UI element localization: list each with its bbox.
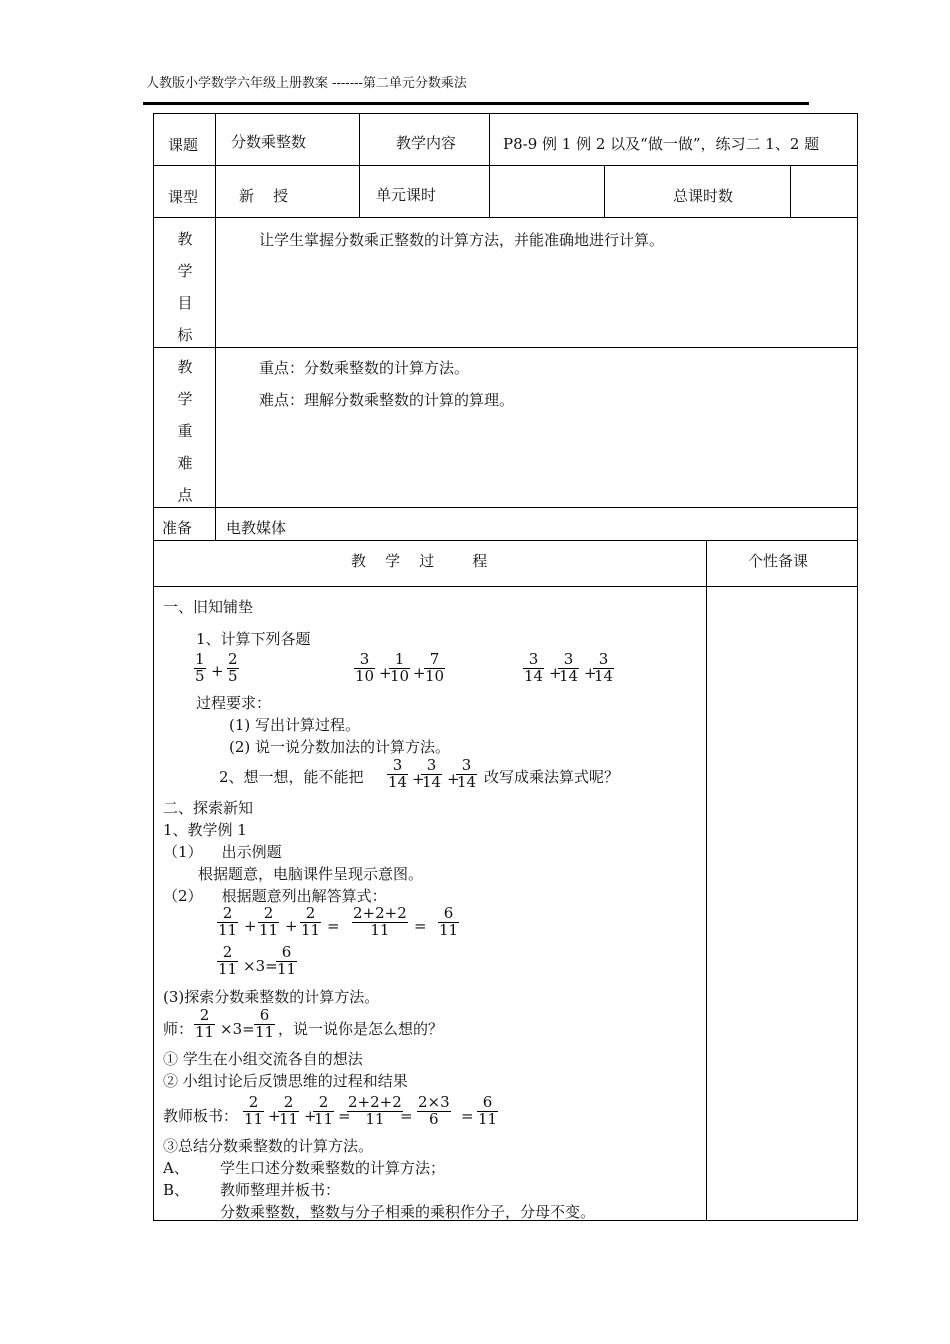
fraction-numerator: 3 <box>461 756 472 774</box>
grid-line <box>153 217 858 218</box>
fraction <box>243 1095 264 1128</box>
fraction <box>217 945 238 978</box>
fraction <box>424 652 445 685</box>
section2-title: 二、探索新知 <box>163 799 254 817</box>
fraction-denominator: 11 <box>244 1109 264 1128</box>
header-rule <box>143 102 809 105</box>
fraction-numerator: 7 <box>429 650 440 668</box>
fraction <box>558 652 579 685</box>
fraction-denominator: 11 <box>279 1109 299 1128</box>
fraction-numerator: 3 <box>563 650 574 668</box>
fraction-numerator: 2+2+2 <box>348 1093 402 1111</box>
fraction-denominator: 6 <box>417 1111 451 1128</box>
topic-value: 分数乘整数 <box>231 133 307 151</box>
item-a-text: 学生口述分数乘整数的计算方法； <box>220 1159 446 1177</box>
fraction-numerator: 2 <box>283 1093 294 1111</box>
equals-sign: = <box>338 1107 351 1125</box>
fraction-denominator: 11 <box>195 1022 215 1041</box>
fraction-denominator: 11 <box>478 1109 498 1128</box>
fraction <box>387 758 408 791</box>
plus-sign: + <box>379 664 392 682</box>
exercise-2-suffix: 改写成乘法算式呢？ <box>484 768 620 786</box>
fraction-numerator: 2 <box>199 1006 210 1024</box>
fraction-numerator: 3 <box>426 756 437 774</box>
focus-label-char: 难 <box>177 454 193 472</box>
fraction-denominator: 11 <box>352 922 408 939</box>
rule-text: 分数乘整数，整数与分子相乘的乘积作分子，分母不变。 <box>220 1203 596 1221</box>
fraction <box>227 652 239 685</box>
equals-sign: = <box>461 1107 474 1125</box>
grid-line <box>153 165 858 166</box>
fraction-denominator: 11 <box>277 959 297 978</box>
plus-sign: + <box>211 662 224 680</box>
prep-value: 电教媒体 <box>226 519 287 537</box>
fraction-denominator: 5 <box>195 666 205 685</box>
fraction-denominator: 11 <box>439 920 459 939</box>
fraction-numerator: 1 <box>195 650 205 668</box>
item-b-text: 教师整理并板书： <box>220 1181 341 1199</box>
fraction-denominator: 10 <box>425 666 445 685</box>
fraction-denominator: 10 <box>390 666 410 685</box>
fraction-denominator: 11 <box>218 959 238 978</box>
fraction-denominator: 11 <box>301 920 321 939</box>
fraction-numerator: 2 <box>263 904 274 922</box>
item-a-label: A、 <box>163 1159 189 1177</box>
fraction-denominator: 11 <box>259 920 279 939</box>
focus-label <box>170 351 200 511</box>
teacher-prefix: 师： <box>163 1020 194 1038</box>
fraction-numerator: 3 <box>359 650 370 668</box>
example-1-title: 1、教学例 1 <box>163 821 247 839</box>
fraction <box>354 652 375 685</box>
step-1-desc: 根据题意，电脑课件呈现示意图。 <box>198 865 424 883</box>
goal-text: 让学生掌握分数乘正整数的计算方法，并能准确地进行计算。 <box>259 231 665 249</box>
total-hours-label: 总课时数 <box>673 187 734 205</box>
fraction <box>254 1008 275 1041</box>
item-b-label: B、 <box>163 1181 190 1199</box>
fraction <box>389 652 410 685</box>
step-3: (3)探索分数乘整数的计算方法。 <box>163 988 380 1006</box>
goal-label-char: 目 <box>177 294 193 312</box>
fraction <box>313 1095 334 1128</box>
prep-label: 准备 <box>162 519 193 537</box>
fraction-numerator: 3 <box>528 650 539 668</box>
requirement-2: (2) 说一说分数加法的计算方法。 <box>229 738 451 756</box>
grid-line <box>604 165 605 217</box>
plus-sign: + <box>268 1107 281 1125</box>
fraction-numerator: 2 <box>222 904 233 922</box>
teacher-suffix: ，说一说你是怎么想的？ <box>278 1020 444 1038</box>
fraction-numerator: 6 <box>443 904 454 922</box>
fraction-numerator: 6 <box>281 943 292 961</box>
page-header: 人教版小学数学六年级上册教案 -------第二单元分数乘法 <box>146 76 467 91</box>
process-header: 教 学 过 程 <box>351 552 488 570</box>
fraction-denominator: 14 <box>388 772 408 791</box>
difficult-point: 难点：理解分数乘整数的计算的算理。 <box>259 391 515 409</box>
fraction-denominator: 14 <box>594 666 614 685</box>
fraction <box>477 1095 498 1128</box>
fraction-numerator: 6 <box>259 1006 270 1024</box>
goal-label-char: 教 <box>177 230 193 248</box>
board-prefix: 教师板书： <box>163 1107 239 1125</box>
plus-sign: + <box>285 917 298 935</box>
summary-title: ③总结分数乘整数的计算方法。 <box>163 1137 374 1155</box>
content-value: P8-9 例 1 例 2 以及“做一做”，练习二 1、2 题 <box>503 135 820 153</box>
fraction-denominator: 14 <box>457 772 477 791</box>
times-three: ×3= <box>243 957 278 975</box>
step-1: （1） 出示例题 <box>163 843 282 861</box>
fraction-denominator: 11 <box>218 920 238 939</box>
grid-line <box>153 507 858 508</box>
grid-line <box>489 113 490 217</box>
discussion-2: ② 小组讨论后反馈思维的过程和结果 <box>163 1072 408 1090</box>
focus-label-char: 学 <box>177 390 193 408</box>
fraction-numerator: 2 <box>318 1093 329 1111</box>
plus-sign: + <box>413 664 426 682</box>
fraction-numerator: 2+2+2 <box>353 904 407 922</box>
content-label: 教学内容 <box>396 134 457 152</box>
unit-hours-label: 单元课时 <box>376 186 437 204</box>
requirements-title: 过程要求： <box>196 694 272 712</box>
fraction <box>278 1095 299 1128</box>
goal-label-char: 标 <box>177 326 193 344</box>
fraction-numerator: 2 <box>222 943 233 961</box>
grid-line <box>153 586 858 587</box>
fraction-denominator: 5 <box>228 666 238 685</box>
type-value: 新 授 <box>239 187 289 205</box>
key-point: 重点：分数乘整数的计算方法。 <box>259 359 470 377</box>
fraction <box>217 906 238 939</box>
plus-sign: + <box>412 770 425 788</box>
requirement-1: (1) 写出计算过程。 <box>229 716 361 734</box>
plus-sign: + <box>549 664 562 682</box>
fraction <box>417 1095 451 1128</box>
equals-sign: = <box>400 1107 413 1125</box>
fraction-numerator: 1 <box>394 650 405 668</box>
grid-line <box>706 540 707 1221</box>
plus-sign: + <box>584 664 597 682</box>
fraction <box>347 1095 403 1128</box>
plus-sign: + <box>447 770 460 788</box>
focus-label-char: 教 <box>177 358 193 376</box>
plus-sign: + <box>244 917 257 935</box>
discussion-1: ① 学生在小组交流各自的想法 <box>163 1050 363 1068</box>
fraction-numerator: 3 <box>392 756 403 774</box>
fraction-numerator: 3 <box>598 650 609 668</box>
fraction <box>438 906 459 939</box>
fraction <box>194 652 206 685</box>
fraction <box>352 906 408 939</box>
fraction <box>523 652 544 685</box>
section1-title: 一、旧知铺垫 <box>163 598 254 616</box>
times-three: ×3= <box>220 1020 255 1038</box>
fraction <box>258 906 279 939</box>
goal-label <box>170 223 200 351</box>
notes-header: 个性备课 <box>748 552 809 570</box>
fraction-denominator: 11 <box>347 1111 403 1128</box>
fraction-numerator: 2×3 <box>418 1093 450 1111</box>
fraction-numerator: 2 <box>248 1093 259 1111</box>
fraction-denominator: 14 <box>422 772 442 791</box>
fraction <box>456 758 477 791</box>
fraction <box>276 945 297 978</box>
fraction-denominator: 10 <box>355 666 375 685</box>
fraction-denominator: 14 <box>559 666 579 685</box>
step-2: （2） 根据题意列出解答算式： <box>163 887 387 905</box>
topic-label: 课题 <box>168 136 199 154</box>
fraction-numerator: 6 <box>482 1093 493 1111</box>
focus-label-char: 重 <box>177 422 193 440</box>
fraction-denominator: 11 <box>255 1022 275 1041</box>
fraction <box>194 1008 215 1041</box>
fraction <box>300 906 321 939</box>
fraction-numerator: 2 <box>228 650 238 668</box>
plus-sign: + <box>304 1107 317 1125</box>
type-label: 课型 <box>168 188 199 206</box>
equals-sign: = <box>414 917 427 935</box>
exercise-2-prefix: 2、想一想，能不能把 <box>219 768 364 786</box>
fraction-numerator: 2 <box>305 904 316 922</box>
grid-line <box>153 540 858 541</box>
grid-line <box>790 165 791 217</box>
exercise-1: 1、计算下列各题 <box>196 630 311 648</box>
grid-line <box>359 113 360 217</box>
focus-label-char: 点 <box>177 486 193 504</box>
fraction <box>421 758 442 791</box>
fraction <box>593 652 614 685</box>
grid-line <box>153 347 858 348</box>
equals-sign: = <box>327 917 340 935</box>
grid-line <box>215 113 216 540</box>
fraction-denominator: 11 <box>314 1109 334 1128</box>
goal-label-char: 学 <box>177 262 193 280</box>
fraction-denominator: 14 <box>524 666 544 685</box>
